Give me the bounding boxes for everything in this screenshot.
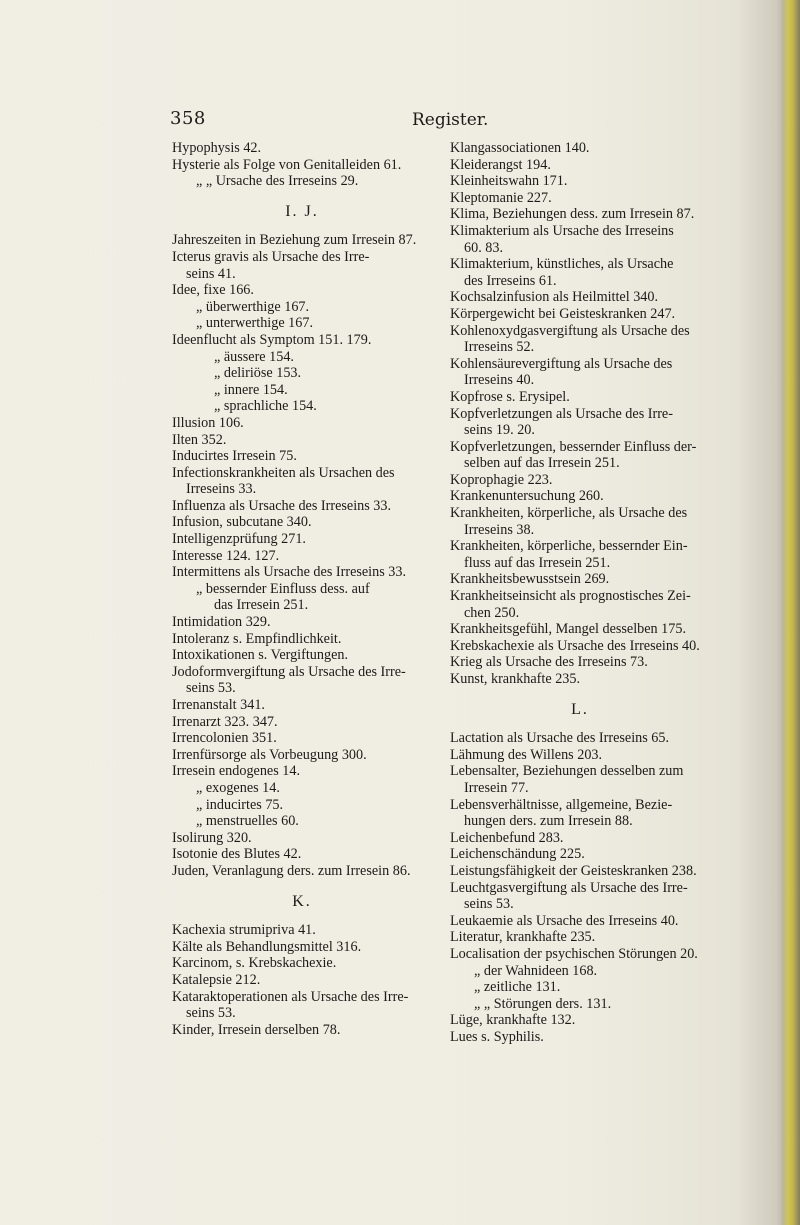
index-entry: Inducirtes Irresein 75. xyxy=(172,448,297,465)
index-entry: Irrenfürsorge als Vorbeugung 300. xyxy=(172,746,367,763)
index-column-left xyxy=(172,140,432,1038)
index-entry: Irrencolonien 351. xyxy=(172,730,277,747)
index-entry: Krebskachexie als Ursache des Irreseins 40. xyxy=(450,637,700,654)
index-entry: selben auf das Irresein 251. xyxy=(464,455,620,472)
index-entry: Intoxikationen s. Vergiftungen. xyxy=(172,647,349,664)
index-entry: Körpergewicht bei Geisteskranken 247. xyxy=(450,305,676,322)
index-entry: Idee, fixe 166. xyxy=(172,282,254,299)
index-entry: Krankheiten, körperliche, als Ursache des xyxy=(450,505,688,522)
index-entry: Kohlensäurevergiftung als Ursache des xyxy=(450,355,673,372)
index-entry: Jahreszeiten in Beziehung zum Irresein 87. xyxy=(172,232,417,249)
section-letter: I. J. xyxy=(285,202,319,220)
index-entry: Kälte als Behandlungsmittel 316. xyxy=(172,938,362,955)
index-entry: Leistungsfähigkeit der Geisteskranken 238. xyxy=(450,862,697,879)
index-entry: „ zeitliche 131. xyxy=(474,979,561,996)
index-entry: Interesse 124. 127. xyxy=(172,547,280,564)
index-entry: „ unterwerthige 167. xyxy=(196,315,314,332)
index-entry: seins 19. 20. xyxy=(464,422,535,439)
index-entry: Kachexia strumipriva 41. xyxy=(172,922,316,939)
index-entry: Hypophysis 42. xyxy=(172,140,262,156)
index-entry: Lebensalter, Beziehungen desselben zum xyxy=(450,763,684,780)
index-entry: Leukaemie als Ursache des Irreseins 40. xyxy=(450,912,679,929)
index-entry: Irrenanstalt 341. xyxy=(172,697,265,713)
index-entry: „ sprachliche 154. xyxy=(214,398,317,415)
index-entry: Infusion, subcutane 340. xyxy=(172,514,312,531)
index-entry: Influenza als Ursache des Irreseins 33. xyxy=(172,497,392,514)
index-entry: Lactation als Ursache des Irreseins 65. xyxy=(450,730,670,747)
index-entry: Kleinheitswahn 171. xyxy=(450,173,568,190)
index-entry: 60. 83. xyxy=(464,239,504,256)
index-entry: chen 250. xyxy=(464,604,520,621)
index-entry: Isotonie des Blutes 42. xyxy=(172,846,302,863)
index-entry: Irreseins 52. xyxy=(464,339,535,356)
index-entry: „ äussere 154. xyxy=(214,348,294,365)
index-entry: „ der Wahnideen 168. xyxy=(474,962,598,979)
index-entry: Katalepsie 212. xyxy=(172,971,261,988)
index-entry: Ilten 352. xyxy=(172,431,227,448)
section-letter: L. xyxy=(571,700,589,718)
index-entry: Leuchtgasvergiftung als Ursache des Irre- xyxy=(450,879,688,896)
index-entry: Intimidation 329. xyxy=(172,614,271,631)
index-entry: „ bessernder Einfluss dess. auf xyxy=(196,580,370,597)
index-entry: Kopfverletzungen, bessernder Einfluss der- xyxy=(450,438,697,455)
index-entry: „ „ Ursache des Irreseins 29. xyxy=(196,173,359,190)
index-entry: seins 53. xyxy=(186,1005,236,1022)
index-entry: Klima, Beziehungen dess. zum Irresein 87. xyxy=(450,206,695,223)
index-entry: Intoleranz s. Empfindlichkeit. xyxy=(172,630,342,647)
index-entry: „ inducirtes 75. xyxy=(196,796,284,813)
index-entry: Lüge, krankhafte 132. xyxy=(450,1012,576,1029)
index-entry: Klangassociationen 140. xyxy=(450,140,590,156)
index-entry: Leichenbefund 283. xyxy=(450,829,564,846)
index-entry: Irreseins 38. xyxy=(464,521,535,538)
index-entry: „ menstruelles 60. xyxy=(196,813,299,830)
index-entry: Intermittens als Ursache des Irreseins 33. xyxy=(172,564,407,581)
index-entry: Kohlenoxydgasvergiftung als Ursache des xyxy=(450,322,690,339)
index-entry: Kopfrose s. Erysipel. xyxy=(450,388,570,405)
index-entry: Illusion 106. xyxy=(172,414,244,431)
index-entry: Kunst, krankhafte 235. xyxy=(450,671,581,687)
index-entry: Krieg als Ursache des Irreseins 73. xyxy=(450,654,648,671)
index-entry: Lähmung des Willens 203. xyxy=(450,746,603,763)
index-entry: Leichenschändung 225. xyxy=(450,846,585,863)
index-entry: Krankheitsbewusstsein 269. xyxy=(450,571,610,588)
index-entry: Lues s. Syphilis. xyxy=(450,1028,544,1045)
index-entry: seins 53. xyxy=(186,680,236,697)
index-entry: Irresein 77. xyxy=(464,779,529,796)
index-entry: Kochsalzinfusion als Heilmittel 340. xyxy=(450,289,659,306)
index-entry: „ innere 154. xyxy=(214,381,288,398)
index-entry: Kinder, Irresein derselben 78. xyxy=(172,1021,341,1038)
index-entry: Literatur, krankhafte 235. xyxy=(450,929,596,946)
index-entry: Intelligenzprüfung 271. xyxy=(172,531,306,548)
index-entry: des Irreseins 61. xyxy=(464,272,557,289)
index-entry: „ „ Störungen ders. 131. xyxy=(474,995,612,1012)
index-entry: Koprophagie 223. xyxy=(450,471,553,488)
page-number: 358 xyxy=(170,108,206,129)
index-entry: Irreseins 33. xyxy=(186,481,257,498)
index-entry: seins 53. xyxy=(464,896,514,913)
index-entry: Kopfverletzungen als Ursache des Irre- xyxy=(450,405,673,422)
index-entry: Kleiderangst 194. xyxy=(450,156,551,173)
index-entry: Karcinom, s. Krebskachexie. xyxy=(172,955,337,972)
index-entry: hungen ders. zum Irresein 88. xyxy=(464,813,633,830)
index-entry: Krankheiten, körperliche, bessernder Ein- xyxy=(450,538,688,555)
index-entry: Hysterie als Folge von Genitalleiden 61. xyxy=(172,156,402,173)
index-entry: seins 41. xyxy=(186,265,236,282)
index-entry: das Irresein 251. xyxy=(214,597,309,614)
index-entry: Irreseins 40. xyxy=(464,372,535,389)
index-entry: Irrenarzt 323. 347. xyxy=(172,713,278,730)
index-entry: fluss auf das Irresein 251. xyxy=(464,554,611,571)
index-entry: Isolirung 320. xyxy=(172,829,252,846)
page-edge xyxy=(782,0,800,1225)
index-entry: Jodoformvergiftung als Ursache des Irre- xyxy=(172,663,406,680)
index-entry: „ überwerthige 167. xyxy=(196,298,310,315)
index-entry: Krankheitsgefühl, Mangel desselben 175. xyxy=(450,621,687,638)
index-entry: Klimakterium als Ursache des Irreseins xyxy=(450,222,674,239)
index-entry: Juden, Veranlagung ders. zum Irresein 86. xyxy=(172,862,411,879)
section-letter: K. xyxy=(292,892,312,910)
index-entry: Infectionskrankheiten als Ursachen des xyxy=(172,464,395,481)
index-entry: Ideenflucht als Symptom 151. 179. xyxy=(172,331,372,348)
index-entry: Kleptomanie 227. xyxy=(450,189,552,206)
index-entry: Krankheitseinsicht als prognostisches Zei- xyxy=(450,588,691,605)
running-title: Register. xyxy=(412,110,489,130)
index-entry: Krankenuntersuchung 260. xyxy=(450,488,604,505)
index-entry: Klimakterium, künstliches, als Ursache xyxy=(450,256,674,273)
index-column-right xyxy=(450,140,710,1045)
index-entry: Kataraktoperationen als Ursache des Irre- xyxy=(172,988,409,1005)
index-entry: Irresein endogenes 14. xyxy=(172,763,301,780)
index-entry: „ exogenes 14. xyxy=(196,779,280,796)
index-entry: Icterus gravis als Ursache des Irre- xyxy=(172,248,370,265)
index-entry: „ deliriöse 153. xyxy=(214,365,302,382)
index-entry: Localisation der psychischen Störungen 20. xyxy=(450,945,698,962)
index-entry: Lebensverhältnisse, allgemeine, Bezie- xyxy=(450,796,673,813)
